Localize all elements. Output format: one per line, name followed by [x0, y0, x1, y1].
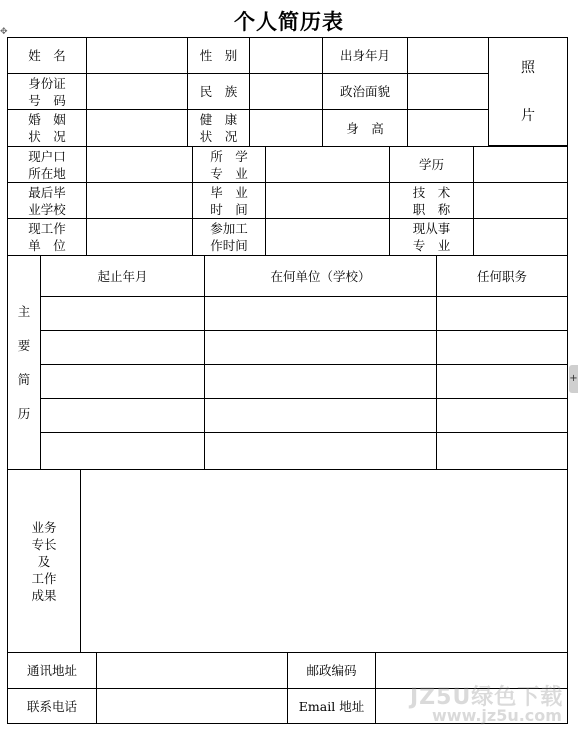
- resume-row-5-position[interactable]: [436, 432, 568, 470]
- current-occupation-label: 现从事 专 业: [389, 218, 474, 256]
- resume-row-4-position[interactable]: [436, 398, 568, 433]
- height-field[interactable]: [407, 109, 489, 147]
- gender-label: 性 别: [187, 37, 250, 74]
- resume-row-1-position[interactable]: [436, 296, 568, 331]
- current-employer-field[interactable]: [86, 218, 193, 256]
- resume-section-label: 主 要 简 历: [7, 255, 41, 470]
- resume-row-1-unit[interactable]: [204, 296, 437, 331]
- id-number-field[interactable]: [86, 73, 188, 110]
- marital-status-field[interactable]: [86, 109, 188, 147]
- work-start-time-field[interactable]: [265, 218, 390, 256]
- email-label: Email 地址: [287, 688, 376, 724]
- marital-status-label: 婚 姻 状 况: [7, 109, 87, 147]
- graduate-school-label: 最后毕 业学校: [7, 182, 87, 219]
- resume-row-2-period[interactable]: [40, 330, 205, 365]
- name-label: 姓 名: [7, 37, 87, 74]
- phone-label: 联系电话: [7, 688, 97, 724]
- id-number-label: 身份证 号 码: [7, 73, 87, 110]
- name-field[interactable]: [86, 37, 188, 74]
- gender-field[interactable]: [249, 37, 323, 74]
- health-field[interactable]: [249, 109, 323, 147]
- resume-header-period: 起止年月: [40, 255, 205, 297]
- major-field[interactable]: [265, 146, 390, 183]
- education-field[interactable]: [473, 146, 568, 183]
- ethnicity-field[interactable]: [249, 73, 323, 110]
- graduation-time-label: 毕 业 时 间: [192, 182, 266, 219]
- resume-row-3-position[interactable]: [436, 364, 568, 399]
- photo-box[interactable]: 照 片: [488, 37, 568, 146]
- resume-header-unit: 在何单位（学校）: [204, 255, 437, 297]
- achievements-field[interactable]: [80, 469, 568, 653]
- hukou-field[interactable]: [86, 146, 193, 183]
- health-label: 健 康 状 况: [187, 109, 250, 147]
- political-status-label: 政治面貌: [322, 73, 408, 110]
- resume-row-2-position[interactable]: [436, 330, 568, 365]
- resume-row-5-period[interactable]: [40, 432, 205, 470]
- postcode-label: 邮政编码: [287, 652, 376, 689]
- professional-title-field[interactable]: [473, 182, 568, 219]
- phone-field[interactable]: [96, 688, 288, 724]
- achievements-label: 业务 专长 及 工作 成果: [7, 469, 81, 653]
- major-label: 所 学 专 业: [192, 146, 266, 183]
- page-title: 个人简历表: [234, 9, 344, 34]
- resume-row-3-unit[interactable]: [204, 364, 437, 399]
- resume-row-2-unit[interactable]: [204, 330, 437, 365]
- education-label: 学历: [389, 146, 474, 183]
- current-occupation-field[interactable]: [473, 218, 568, 256]
- resume-row-5-unit[interactable]: [204, 432, 437, 470]
- table-move-handle-icon[interactable]: ✥: [0, 27, 8, 37]
- birth-label: 出身年月: [322, 37, 408, 74]
- resume-header-position: 任何职务: [436, 255, 568, 297]
- graduation-time-field[interactable]: [265, 182, 390, 219]
- current-employer-label: 现工作 单 位: [7, 218, 87, 256]
- height-label: 身 高: [322, 109, 408, 147]
- graduate-school-field[interactable]: [86, 182, 193, 219]
- resume-row-3-period[interactable]: [40, 364, 205, 399]
- address-label: 通讯地址: [7, 652, 97, 689]
- political-status-field[interactable]: [407, 73, 489, 110]
- table-resize-handle-icon[interactable]: +: [569, 365, 578, 393]
- birth-field[interactable]: [407, 37, 489, 74]
- work-start-time-label: 参加工 作时间: [192, 218, 266, 256]
- watermark-url-text: www.jz5u.com: [432, 706, 562, 725]
- resume-row-4-period[interactable]: [40, 398, 205, 433]
- professional-title-label: 技 术 职 称: [389, 182, 474, 219]
- address-field[interactable]: [96, 652, 288, 689]
- resume-row-1-period[interactable]: [40, 296, 205, 331]
- hukou-label: 现户口 所在地: [7, 146, 87, 183]
- resume-row-4-unit[interactable]: [204, 398, 437, 433]
- ethnicity-label: 民 族: [187, 73, 250, 110]
- watermark-logo-text: JZ5U绿色下载: [410, 685, 564, 710]
